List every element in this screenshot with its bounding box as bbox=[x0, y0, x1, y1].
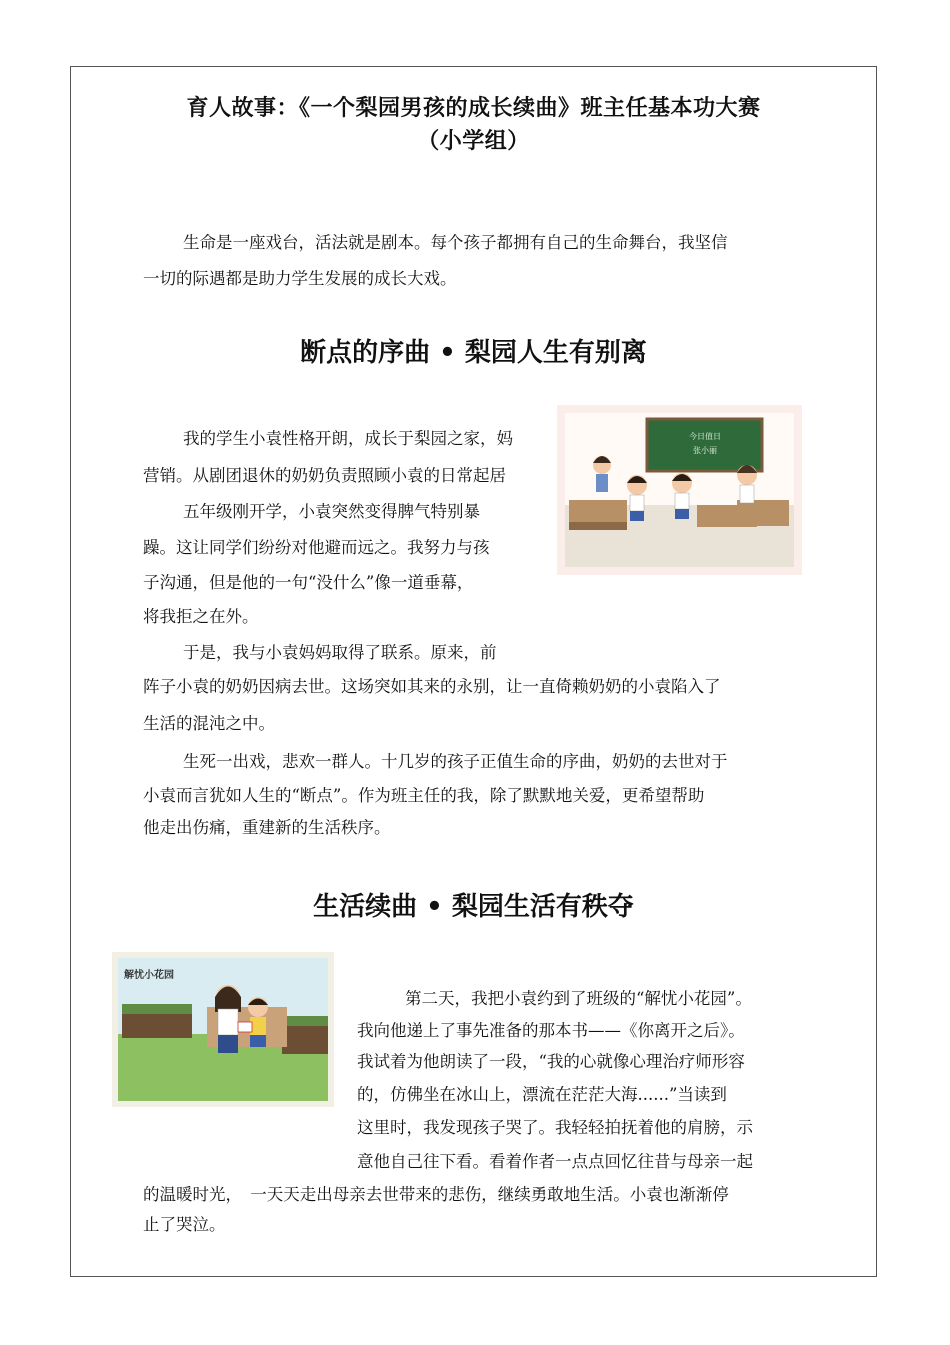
s2-para1-line6: 意他自己往下看。看着作者一点点回忆往昔与母亲一起 bbox=[357, 1152, 753, 1171]
board-text-1: 今日值日 bbox=[689, 432, 721, 441]
s1-para4-line1: 生死一出戏，悲欢一群人。十几岁的孩子正值生命的序曲，奶奶的去世对于 bbox=[183, 752, 728, 771]
section-2-heading: 生活续曲 • 梨园生活有秩夺 bbox=[313, 892, 634, 922]
s1-para1-line1: 我的学生小袁性格开朗，成长于梨园之家，妈 bbox=[183, 429, 513, 448]
s2-para1-line8: 止了哭泣。 bbox=[143, 1215, 226, 1234]
s1-para2-line4: 将我拒之在外。 bbox=[143, 607, 259, 626]
s1-para3-line1: 于是，我与小袁妈妈取得了联系。原来，前 bbox=[183, 643, 497, 662]
s1-para2-line3: 子沟通，但是他的一句“没什么”像一道垂幕， bbox=[143, 573, 474, 592]
intro-line-2: 一切的际遇都是助力学生发展的成长大戏。 bbox=[143, 269, 457, 288]
garden-illustration bbox=[112, 952, 334, 1107]
s2-para1-line3: 我试着为他朗读了一段，“我的心就像心理治疗师形容 bbox=[357, 1052, 745, 1071]
document-subtitle: （小学组） bbox=[417, 128, 530, 154]
s1-para3-line3: 生活的混沌之中。 bbox=[143, 714, 275, 733]
s2-para1-line7: 的温暖时光， 一天天走出母亲去世带来的悲伤，继续勇敢地生活。小袁也渐渐停 bbox=[143, 1185, 729, 1204]
s1-para2-line1: 五年级刚开学，小袁突然变得脾气特别暴 bbox=[183, 502, 480, 521]
s1-para4-line3: 他走出伤痛，重建新的生活秩序。 bbox=[143, 818, 391, 837]
s1-para2-line2: 躁。这让同学们纷纷对他避而远之。我努力与孩 bbox=[143, 538, 490, 557]
s1-para1-line2: 营销。从剧团退休的奶奶负责照顾小袁的日常起居 bbox=[143, 466, 506, 485]
section-1-heading: 断点的序曲 • 梨园人生有别离 bbox=[300, 338, 647, 368]
intro-line-1: 生命是一座戏台，活法就是剧本。每个孩子都拥有自己的生命舞台，我坚信 bbox=[183, 233, 728, 252]
classroom-illustration bbox=[557, 405, 802, 575]
document-title: 育人故事：《一个梨园男孩的成长续曲》班主任基本功大赛 bbox=[186, 95, 761, 121]
s1-para4-line2: 小袁而言犹如人生的“断点”。作为班主任的我，除了默默地关爱，更希望帮助 bbox=[143, 786, 705, 805]
s1-para3-line2: 阵子小袁的奶奶因病去世。这场突如其来的永别，让一直倚赖奶奶的小袁陷入了 bbox=[143, 677, 721, 696]
s2-para1-line2: 我向他递上了事先准备的那本书——《你离开之后》。 bbox=[357, 1021, 745, 1040]
garden-sign: 解忧小花园 bbox=[124, 970, 174, 981]
s2-para1-line1: 第二天，我把小袁约到了班级的“解忧小花园”。 bbox=[405, 989, 752, 1008]
board-text-2: 张小丽 bbox=[693, 446, 717, 455]
s2-para1-line4: 的，仿佛坐在冰山上，漂流在茫茫大海......”当读到 bbox=[357, 1085, 727, 1104]
s2-para1-line5: 这里时，我发现孩子哭了。我轻轻拍抚着他的肩膀，示 bbox=[357, 1118, 753, 1137]
